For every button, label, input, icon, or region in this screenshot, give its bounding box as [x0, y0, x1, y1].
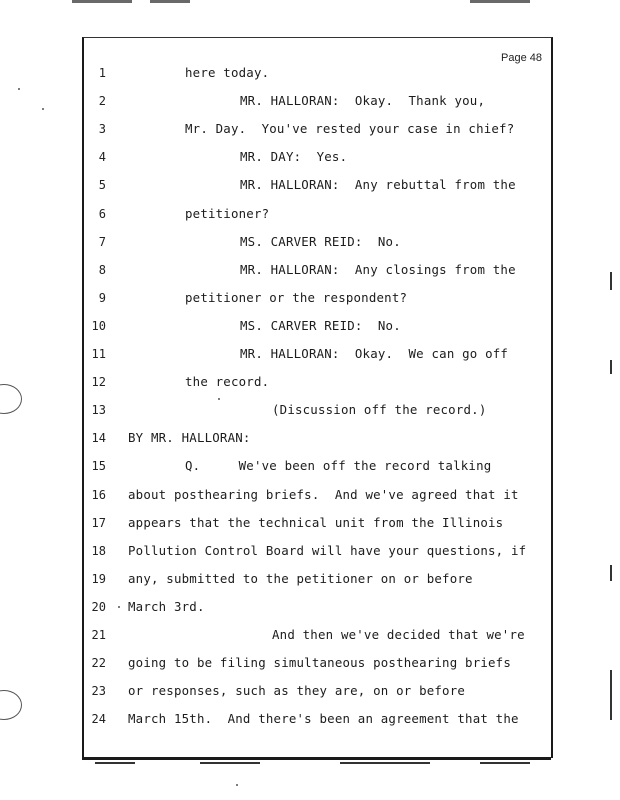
line-text: petitioner?	[185, 205, 270, 221]
line-number: 23	[91, 684, 106, 699]
line-text: Mr. Day. You've rested your case in chief?	[185, 121, 515, 137]
line-number: 8	[98, 262, 106, 277]
line-number: 18	[91, 543, 106, 558]
transcript-line	[0, 428, 620, 448]
line-text: MR. HALLORAN: Okay. Thank you,	[240, 93, 486, 109]
line-number: 14	[91, 431, 106, 446]
transcript-line	[0, 485, 620, 505]
transcript-line	[0, 541, 620, 561]
line-number: 7	[98, 234, 106, 249]
transcript-line	[0, 175, 620, 195]
line-number: 9	[98, 290, 106, 305]
line-number: 3	[98, 122, 106, 137]
transcript-line	[0, 344, 620, 364]
line-text: MS. CARVER REID: No.	[240, 317, 401, 333]
line-number: 10	[91, 318, 106, 333]
transcript-line	[0, 513, 620, 533]
line-number: 19	[91, 571, 106, 586]
transcript-line	[0, 232, 620, 252]
page-number: Page 48	[501, 52, 542, 64]
scan-artifact-top	[150, 0, 190, 3]
scan-artifact-top	[72, 0, 132, 3]
transcript-line	[0, 260, 620, 280]
line-number: 16	[91, 487, 106, 502]
line-number: 2	[98, 94, 106, 109]
scan-artifact-bottom	[480, 762, 530, 764]
line-text: And then we've decided that we're	[272, 627, 525, 642]
transcript-line	[0, 288, 620, 308]
transcript-line	[0, 709, 620, 729]
scan-artifact-top	[470, 0, 530, 3]
transcript-line	[0, 400, 620, 420]
line-text: or responses, such as they are, on or before	[128, 683, 466, 699]
scan-artifact-bottom	[95, 762, 135, 764]
line-text: March 3rd.	[128, 598, 205, 614]
transcript-line	[0, 456, 620, 476]
line-number: 13	[91, 403, 106, 418]
transcript-line	[0, 316, 620, 336]
line-number: 5	[98, 178, 106, 193]
line-text: MR. HALLORAN: Any closings from the	[240, 261, 516, 277]
line-number: 17	[91, 515, 106, 530]
line-text: about posthearing briefs. And we've agreed that it	[128, 486, 519, 502]
line-text: Q. We've been off the record talking	[185, 458, 492, 474]
line-number: 21	[91, 628, 106, 642]
line-number: 20	[91, 599, 106, 614]
line-number: 6	[98, 206, 106, 221]
transcript-frame-bottom	[82, 757, 551, 760]
line-text: going to be filing simultaneous posthearing briefs	[128, 655, 511, 671]
transcript-line	[0, 119, 620, 139]
transcript-frame	[82, 37, 553, 758]
line-text: MR. HALLORAN: Okay. We can go off	[240, 346, 509, 361]
line-number: 11	[91, 347, 106, 361]
line-text: (Discussion off the record.)	[272, 402, 487, 418]
scan-artifact-bottom	[200, 762, 260, 764]
scan-speck	[236, 784, 238, 786]
line-text: March 15th. And there's been an agreement that the	[128, 711, 519, 727]
line-text: BY MR. HALLORAN:	[128, 430, 251, 446]
line-text: MS. CARVER REID: No.	[240, 233, 401, 249]
scan-speck	[18, 88, 20, 90]
transcript-line	[0, 204, 620, 224]
transcript-line	[0, 625, 620, 645]
line-number: 15	[91, 459, 106, 474]
line-text: MR. HALLORAN: Any rebuttal from the	[240, 177, 516, 193]
transcript-line	[0, 653, 620, 673]
line-number: 1	[98, 66, 106, 80]
transcript-line	[0, 681, 620, 701]
transcript-line	[0, 147, 620, 167]
line-number: 22	[91, 656, 106, 671]
line-text: the record.	[185, 374, 270, 390]
line-text: Pollution Control Board will have your questions, if	[128, 542, 527, 558]
line-text: petitioner or the respondent?	[185, 289, 408, 305]
line-text: any, submitted to the petitioner on or before	[128, 570, 473, 586]
line-text: here today.	[185, 65, 270, 80]
transcript-line	[0, 91, 620, 111]
transcript-line	[0, 569, 620, 589]
transcript-line	[0, 63, 620, 83]
line-text: MR. DAY: Yes.	[240, 149, 348, 165]
line-number: 4	[98, 150, 106, 165]
line-number: 12	[91, 375, 106, 390]
scan-artifact-bottom	[340, 762, 430, 764]
line-text: appears that the technical unit from the Illinois	[128, 514, 504, 530]
transcript-line	[0, 597, 620, 617]
transcript-line	[0, 372, 620, 392]
line-number: 24	[91, 712, 106, 727]
